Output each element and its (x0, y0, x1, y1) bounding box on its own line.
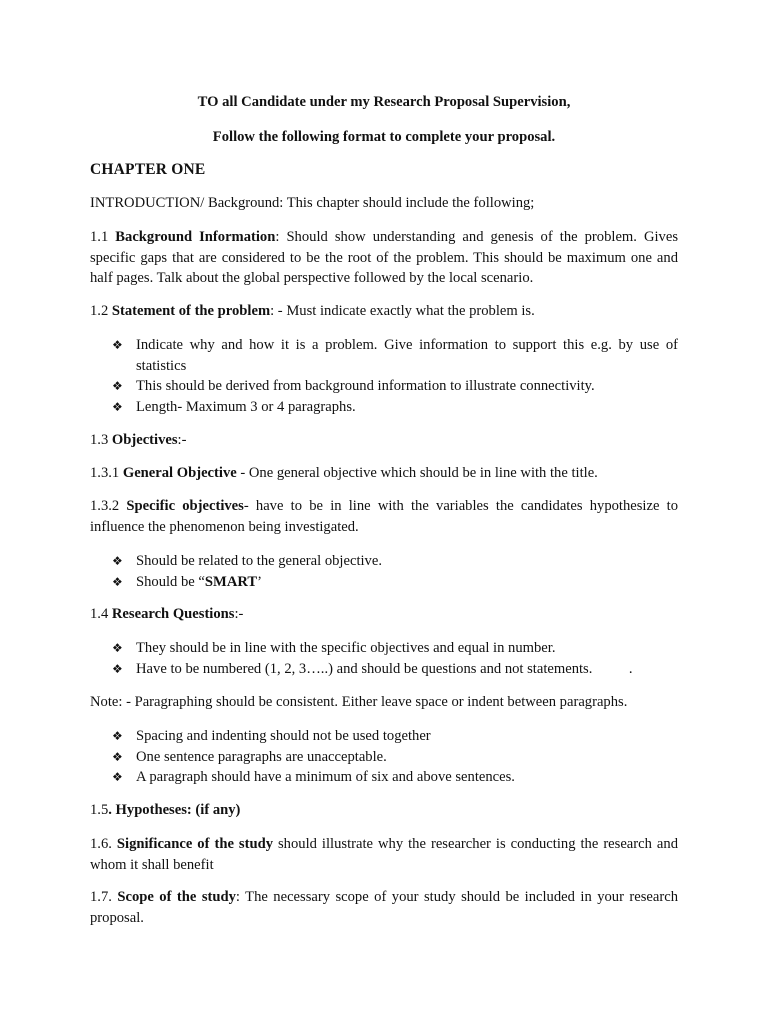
bullet-diamond-icon: ❖ (112, 770, 123, 784)
section-heading: Scope of the study (117, 889, 236, 905)
list-item: ❖ A paragraph should have a minimum of six and above sentences. (112, 767, 678, 788)
bullet-list-questions (112, 638, 678, 679)
header-line-1: TO all Candidate under my Research Proposal Supervision, (197, 94, 571, 110)
section-number: 1.3.1 (90, 465, 123, 481)
section-1-4 (90, 604, 678, 625)
list-item: ❖ Should be “SMART’ (112, 572, 678, 593)
bullet-diamond-icon: ❖ (112, 379, 123, 393)
bullet-diamond-icon: ❖ (112, 338, 123, 352)
section-1-7 (90, 887, 678, 928)
list-item: ❖ Should be related to the general objective. (112, 551, 678, 572)
bullet-diamond-icon: ❖ (112, 661, 123, 676)
section-heading: Objectives (111, 432, 178, 448)
section-1-1 (90, 227, 678, 289)
section-number: 1.2 (90, 303, 112, 319)
section-1-3 (90, 430, 678, 451)
header-line-2: Follow the following format to complete your proposal. (212, 129, 556, 145)
bullet-diamond-icon: ❖ (112, 574, 123, 589)
section-text: : - Must indicate exactly what the problem is. (270, 303, 535, 319)
bullet-diamond-icon: ❖ (112, 749, 123, 764)
section-text: : Should show understanding and genesis of the problem. Gives specific gaps that are considered to be the root of the problem. This should be maximum one and half pages. Talk about the global perspective followed by the local scenario. (90, 229, 679, 286)
introduction-line: INTRODUCTION/ Background: This chapter should include the following; (90, 195, 535, 211)
section-1-3-2 (90, 496, 678, 537)
list-item: ❖ One sentence paragraphs are unacceptable. (112, 747, 678, 768)
list-item: ❖ They should be in line with the specific objectives and equal in number. (112, 638, 678, 659)
list-item: ❖ Indicate why and how it is a problem. Give information to support this e.g. by use of statistics (112, 337, 678, 374)
section-number: 1.5 (90, 802, 109, 818)
bullet-list-note (112, 726, 678, 788)
section-1-6 (90, 834, 678, 875)
section-text: - One general objective which should be in line with the title. (236, 465, 598, 481)
bullet-diamond-icon: ❖ (112, 399, 123, 414)
section-text: :- (177, 432, 187, 448)
section-1-3-1 (90, 463, 678, 484)
section-heading: Specific objectives (126, 498, 244, 514)
section-heading: Statement of the problem (111, 303, 271, 319)
section-number: 1.7. (90, 889, 118, 905)
bullet-list-problem (112, 335, 678, 417)
note-paragraph: Note: - Paragraphing should be consistent. Either leave space or indent between paragraphs. (90, 694, 628, 710)
section-heading: Research Questions (111, 606, 235, 622)
bullet-diamond-icon: ❖ (112, 554, 123, 568)
section-number: 1.1 (90, 229, 116, 245)
section-heading: . Hypotheses: (if any) (108, 802, 241, 818)
section-number: 1.4 (90, 606, 112, 622)
section-number: 1.3 (90, 432, 112, 448)
section-text: :- (234, 606, 244, 622)
section-number: 1.6. (90, 836, 117, 852)
list-item: ❖ Have to be numbered (1, 2, 3…..) and should be questions and not statements. . (112, 659, 678, 680)
section-heading: Significance of the study (116, 836, 273, 852)
section-1-5 (90, 800, 678, 821)
section-heading: Background Information (115, 229, 276, 245)
bullet-list-objectives (112, 551, 678, 592)
section-text: - have to be in line with the variables the candidates hypothesize to influence the phenomenon being investigated. (90, 498, 678, 535)
list-item: ❖ This should be derived from background information to illustrate connectivity. (112, 376, 678, 397)
section-heading: General Objective (122, 465, 237, 481)
section-text: : The necessary scope of your study should be included in your research proposal. (90, 889, 679, 926)
bullet-diamond-icon: ❖ (112, 729, 123, 743)
list-item: ❖ Length- Maximum 3 or 4 paragraphs. (112, 397, 678, 418)
section-number: 1.3.2 (90, 498, 127, 514)
bullet-diamond-icon: ❖ (112, 641, 123, 655)
section-1-2 (90, 301, 678, 322)
section-text: should illustrate why the researcher is conducting the research and whom it shall benefit (90, 836, 678, 873)
chapter-title: CHAPTER ONE (90, 161, 206, 178)
list-item: ❖ Spacing and indenting should not be used together (112, 726, 678, 747)
